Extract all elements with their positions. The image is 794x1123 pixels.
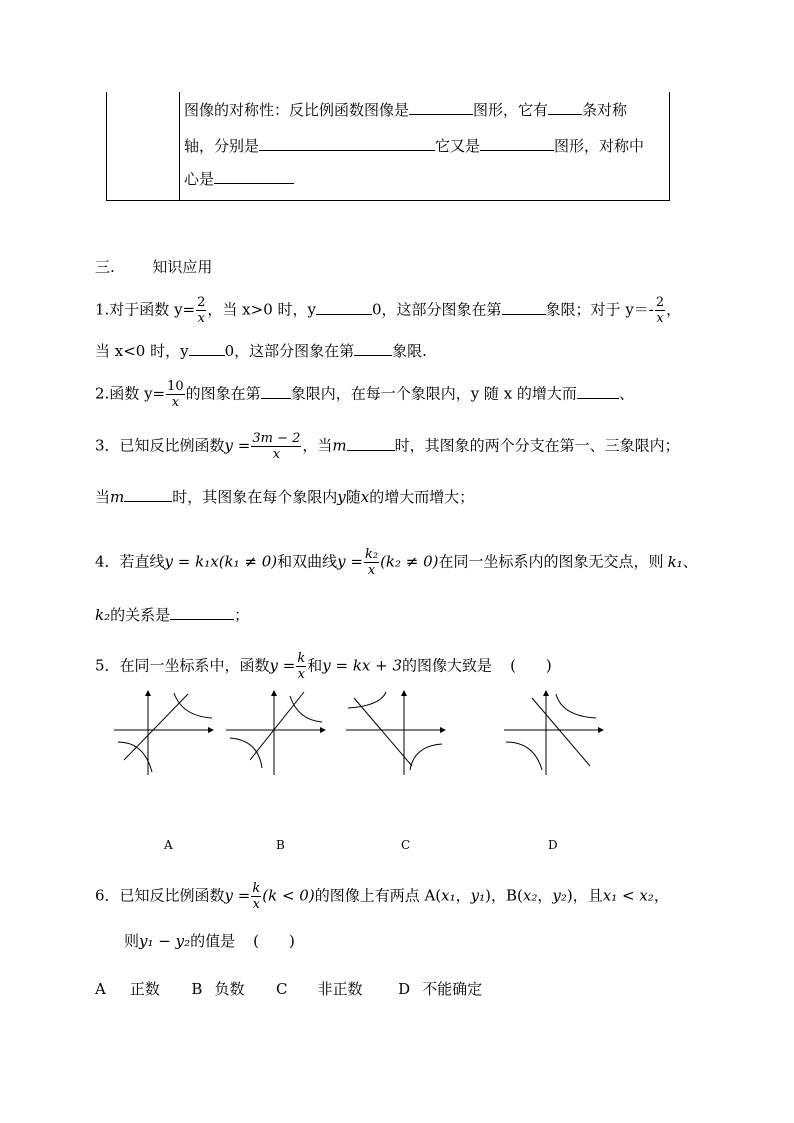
x-axis-arrow — [320, 727, 326, 733]
table-line-1: 图像的对称性：反比例函数图像是 图形，它有 条对称 — [184, 101, 628, 119]
blank[interactable] — [214, 171, 294, 184]
choice-c[interactable]: C 非正数 — [276, 980, 363, 998]
fraction: $\frac{\text{k₂}}{x}$ — [364, 547, 379, 578]
table-line-2: 轴，分别是 它又是 图形，对称中 — [184, 137, 645, 155]
choice-d[interactable]: D 不能确定 — [398, 980, 483, 998]
x-axis-arrow — [440, 727, 446, 733]
hyperbola-branch-upper — [556, 694, 596, 718]
straight-line — [124, 694, 188, 760]
question-3-line-2: 当m 时，其图象在每个象限内y随x的增大而增大； — [95, 488, 475, 506]
blank[interactable] — [548, 102, 582, 115]
table-column-divider — [179, 92, 180, 200]
hyperbola-branch-upper — [348, 692, 386, 708]
question-1-line-2: 当 x<0 时，y 0，这部分图象在第 象限. — [95, 342, 427, 360]
blank[interactable] — [124, 489, 172, 502]
blank[interactable] — [347, 438, 395, 451]
y-axis-arrow — [145, 690, 151, 696]
blank[interactable] — [480, 138, 554, 151]
question-1-line-1: 1.对于函数 y= $\frac{2}{x}$ ，当 x>0 时，y 0，这部分图象在第 象限；对于 y＝- $\frac{2}{x}$ ， — [95, 295, 682, 326]
y-axis-arrow — [271, 690, 277, 696]
hyperbola-branch-lower — [506, 742, 542, 770]
question-4-line-1: 4．若直线y = k₁x(k₁ ≠ 0)和双曲线y = $\frac{\text{k₂}}{x}$ (k₂ ≠ 0)在同一坐标系内的图象无交点，则 k₁、 — [95, 547, 698, 578]
graph-option-b[interactable] — [226, 690, 326, 779]
straight-line — [532, 698, 590, 766]
blank[interactable] — [189, 343, 225, 356]
graph-option-a[interactable] — [114, 690, 214, 779]
hyperbola-branch-upper — [290, 696, 322, 722]
y-axis-arrow — [401, 690, 407, 696]
fraction: $\frac{2}{x}$ — [655, 295, 665, 326]
question-3-line-1: 3．已知反比例函数y = $\frac{3m - 2}{x}$ ，当m 时，其图象的两个分支在第一、三象限内； — [95, 431, 680, 462]
blank[interactable] — [316, 302, 372, 315]
option-label-d[interactable]: D — [548, 838, 558, 852]
fraction: $\frac{k}{x}$ — [297, 651, 306, 682]
blank[interactable] — [502, 302, 546, 315]
question-6-choices — [95, 978, 482, 999]
graph-c-svg — [346, 690, 446, 775]
question-5: 5．在同一坐标系中，函数y = $\frac{k}{x}$ 和y = kx + 3的图像大致是 ( ) — [95, 651, 552, 682]
question-4-line-2: k₂的关系是 ； — [95, 606, 250, 624]
graph-d-svg — [504, 690, 604, 775]
y-axis-arrow — [543, 690, 549, 696]
blank[interactable] — [409, 102, 473, 115]
graph-a-svg — [114, 690, 214, 775]
fraction: $\frac{3m - 2}{x}$ — [252, 431, 301, 462]
choice-b[interactable]: B 负数 — [191, 980, 245, 998]
option-label-c[interactable]: C — [401, 838, 411, 852]
question-2: 2.函数 y= $\frac{10}{x}$ 的图象在第 象限内，在每一个象限内，y 随 x 的增大而 、 — [95, 379, 634, 410]
section-title: 知识应用 — [152, 258, 213, 276]
x-axis-arrow — [598, 727, 604, 733]
blank[interactable] — [170, 607, 234, 620]
question-6-line-2: 则y₁ − y₂的值是 ( ) — [124, 932, 295, 950]
fraction: $\frac{k}{x}$ — [252, 881, 261, 912]
fraction: $\frac{10}{x}$ — [167, 379, 184, 410]
table-content — [184, 92, 664, 194]
straight-line — [250, 692, 304, 760]
graph-option-c[interactable] — [346, 690, 446, 779]
hyperbola-branch-lower — [230, 738, 262, 768]
graph-option-d[interactable] — [504, 690, 604, 779]
blank[interactable] — [577, 386, 619, 399]
hyperbola-branch-upper — [174, 693, 212, 718]
question-6-line-1: 6．已知反比例函数y = $\frac{k}{x}$ (k < 0)的图像上有两点 A(x₁，y₁)，B(x₂，y₂)，且x₁ < x₂， — [95, 881, 669, 912]
blank[interactable] — [354, 343, 392, 356]
section-heading — [95, 256, 212, 277]
hyperbola-branch-lower — [118, 742, 152, 772]
straight-line — [354, 698, 412, 766]
x-axis-arrow — [208, 727, 214, 733]
option-label-b[interactable]: B — [276, 838, 285, 852]
graph-b-svg — [226, 690, 326, 775]
option-label-a[interactable]: A — [164, 838, 173, 852]
table-line-3: 心是 — [184, 164, 664, 194]
choice-a[interactable]: A 正数 — [95, 980, 160, 998]
blank[interactable] — [259, 138, 435, 151]
hyperbola-branch-lower — [410, 744, 442, 770]
fraction: $\frac{2}{x}$ — [197, 295, 206, 326]
section-number: 三. — [95, 258, 115, 276]
blank[interactable] — [261, 386, 291, 399]
